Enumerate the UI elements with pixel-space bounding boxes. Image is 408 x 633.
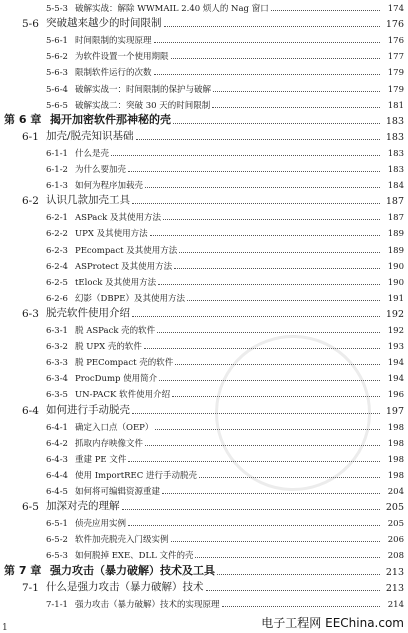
toc-title: 为什么要加壳 bbox=[75, 165, 127, 175]
toc-page-number: 205 bbox=[385, 502, 404, 514]
toc-title: 使用 ImportREC 进行手动脱壳 bbox=[75, 470, 197, 481]
toc-title: 破解实战二：突破 30 天的时间限制 bbox=[75, 100, 211, 111]
corner-mark: 1 bbox=[2, 623, 8, 633]
toc-title: 揭开加密软件那神秘的壳 bbox=[50, 112, 171, 126]
toc-title: tElock 及其使用方法 bbox=[75, 277, 157, 288]
toc-number: 7-1-1 bbox=[46, 599, 68, 610]
toc-number: 6-3-2 bbox=[46, 342, 68, 353]
toc-entry bbox=[0, 512, 408, 529]
toc-leader bbox=[217, 574, 380, 575]
toc-leader bbox=[199, 477, 380, 478]
toc-title: 如何脱掉 EXE、DLL 文件的壳 bbox=[75, 551, 194, 562]
toc-title: 重建 PE 文件 bbox=[75, 454, 127, 465]
toc-number: 6-4 bbox=[22, 404, 39, 417]
toc-page-number: 190 bbox=[387, 277, 404, 288]
toc-title: 什么是强力攻击（暴力破解）技术 bbox=[46, 580, 204, 593]
toc-number: 6-1 bbox=[22, 130, 39, 143]
toc-page-number: 183 bbox=[387, 148, 404, 159]
toc-entry bbox=[0, 222, 408, 239]
toc-number: 6-4-1 bbox=[46, 422, 68, 433]
toc-number: 6-1-3 bbox=[46, 181, 68, 192]
toc-entry bbox=[0, 544, 408, 561]
toc-page-number: 198 bbox=[387, 422, 404, 433]
toc-leader bbox=[155, 429, 380, 430]
toc-leader bbox=[122, 509, 381, 510]
toc-leader bbox=[213, 91, 380, 92]
toc-leader bbox=[132, 203, 380, 204]
toc-title: 时间限制的实现原理 bbox=[75, 36, 152, 47]
toc-entry bbox=[0, 335, 408, 352]
toc-number: 6-2-2 bbox=[46, 229, 68, 240]
toc-number: 6-4-4 bbox=[46, 470, 68, 481]
toc-leader bbox=[128, 525, 380, 526]
toc-title: ASProtect 及其使用方法 bbox=[75, 261, 173, 272]
toc-page-number: 192 bbox=[385, 308, 404, 320]
toc-number: 6-2-3 bbox=[46, 245, 68, 256]
toc-page-number: 181 bbox=[387, 100, 404, 111]
toc-leader bbox=[128, 461, 380, 462]
toc-number: 6-1-1 bbox=[46, 148, 68, 159]
toc-page-number: 214 bbox=[387, 599, 404, 610]
toc-entry bbox=[0, 0, 408, 14]
toc-leader bbox=[171, 541, 380, 542]
toc-page-number: 198 bbox=[387, 438, 404, 449]
toc-entry bbox=[0, 577, 408, 594]
toc-page-number: 189 bbox=[387, 245, 404, 256]
toc-title: 脱 ASPack 壳的软件 bbox=[75, 326, 156, 336]
toc-entry bbox=[0, 255, 408, 272]
toc-leader bbox=[179, 252, 380, 253]
toc-entry bbox=[0, 383, 408, 400]
toc-title: 如何将可编辑资源重建 bbox=[75, 487, 161, 497]
toc-page-number: 206 bbox=[387, 535, 404, 546]
toc-leader bbox=[144, 348, 380, 349]
toc-entry bbox=[0, 190, 408, 207]
toc-page-number: 193 bbox=[387, 342, 404, 353]
toc-leader bbox=[159, 380, 380, 381]
toc-title: 如何进行手动脱壳 bbox=[46, 403, 130, 416]
toc-leader bbox=[132, 316, 380, 317]
toc-page-number: 198 bbox=[387, 470, 404, 481]
toc-leader bbox=[157, 332, 380, 333]
toc-page-number: 183 bbox=[385, 131, 404, 143]
toc-leader bbox=[154, 74, 380, 75]
toc-number: 5-6-1 bbox=[46, 36, 68, 47]
toc-entry bbox=[0, 367, 408, 384]
toc-entry bbox=[0, 528, 408, 545]
toc-leader bbox=[162, 493, 380, 494]
toc-title: 限制软件运行的次数 bbox=[75, 68, 152, 79]
toc-entry bbox=[0, 29, 408, 46]
toc-title: 强力攻击（暴力破解）技术的实现原理 bbox=[75, 599, 220, 610]
toc-entry bbox=[0, 496, 408, 513]
toc-entry bbox=[0, 271, 408, 288]
toc-page-number: 184 bbox=[387, 181, 404, 192]
toc-number: 6-3-4 bbox=[46, 374, 68, 385]
toc-number: 5-5-3 bbox=[46, 4, 68, 14]
toc-number: 6-3-3 bbox=[46, 358, 68, 369]
toc-title: 加壳/脱壳知识基础 bbox=[46, 129, 134, 142]
toc-number: 5-6-3 bbox=[46, 68, 68, 79]
toc-number: 6-4-3 bbox=[46, 454, 68, 465]
toc-page-number: 190 bbox=[387, 261, 404, 272]
toc-title: 脱 PECompact 壳的软件 bbox=[75, 358, 174, 369]
toc-leader bbox=[150, 235, 380, 236]
toc-title: ProcDump 使用简介 bbox=[75, 374, 158, 385]
toc-page-number: 198 bbox=[387, 454, 404, 465]
toc-leader bbox=[164, 26, 381, 27]
toc-entry bbox=[0, 303, 408, 320]
toc-number: 6-2-1 bbox=[46, 213, 68, 224]
toc-entry bbox=[0, 142, 408, 159]
toc-leader bbox=[145, 445, 380, 446]
toc-leader bbox=[174, 268, 380, 269]
toc-page-number: 183 bbox=[387, 165, 404, 175]
toc-number: 6-5-1 bbox=[46, 519, 68, 530]
toc-page-number: 187 bbox=[385, 196, 404, 208]
toc-leader bbox=[128, 171, 380, 172]
toc-entry bbox=[0, 158, 408, 175]
toc-title: 为软件设置一个使用期限 bbox=[75, 52, 169, 63]
toc-title: 侦壳应用实例 bbox=[75, 519, 127, 530]
toc-number: 6-5-2 bbox=[46, 535, 68, 546]
toc-title: UPX 及其使用方法 bbox=[75, 229, 148, 240]
toc-number: 6-2-5 bbox=[46, 277, 68, 288]
toc-page-number: 191 bbox=[387, 293, 404, 304]
toc-entry bbox=[0, 416, 408, 433]
toc-entry bbox=[0, 480, 408, 497]
toc-entry bbox=[0, 45, 408, 62]
toc-entry bbox=[0, 448, 408, 465]
toc-leader bbox=[163, 219, 380, 220]
toc-page-number: 176 bbox=[385, 19, 404, 31]
toc-entry bbox=[0, 287, 408, 304]
toc-entry bbox=[0, 239, 408, 256]
toc-entry bbox=[0, 94, 408, 111]
toc-leader bbox=[136, 139, 380, 140]
toc-number: 6-5 bbox=[22, 501, 39, 514]
toc-title: ASPack 及其使用方法 bbox=[75, 213, 161, 224]
toc-leader bbox=[111, 155, 380, 156]
toc-title: 强力攻击（暴力破解）技术及工具 bbox=[50, 563, 215, 577]
toc-page-number: 177 bbox=[387, 52, 404, 63]
toc-leader bbox=[206, 590, 381, 591]
toc-leader bbox=[173, 123, 380, 124]
toc-number: 6-4-2 bbox=[46, 438, 68, 449]
toc-page-number: 189 bbox=[387, 229, 404, 240]
toc-page-number: 187 bbox=[387, 213, 404, 224]
toc-entry bbox=[0, 126, 408, 143]
toc-entry bbox=[0, 206, 408, 223]
toc-number: 5-6-4 bbox=[46, 84, 68, 95]
toc-entry bbox=[0, 61, 408, 78]
toc-page-number: 176 bbox=[387, 36, 404, 47]
toc-entry bbox=[0, 400, 408, 417]
toc-title: 脱 UPX 壳的软件 bbox=[75, 342, 142, 353]
toc-title: 什么是壳 bbox=[75, 148, 110, 159]
toc-title: 破解实战：解除 WWMAIL 2.40 烦人的 Nag 窗口 bbox=[75, 4, 269, 14]
toc-page-number: 213 bbox=[385, 582, 404, 594]
toc-title: 确定入口点（OEP） bbox=[75, 422, 154, 433]
toc-page-number: 179 bbox=[387, 68, 404, 79]
toc-page-number: 194 bbox=[387, 358, 404, 369]
toc-leader bbox=[175, 364, 380, 365]
toc-leader bbox=[158, 284, 380, 285]
footer-brand: 电子工程网 EEChina.com bbox=[261, 616, 404, 630]
toc-entry bbox=[0, 593, 408, 610]
toc-page-number: 194 bbox=[387, 374, 404, 385]
toc-page-number: 205 bbox=[387, 519, 404, 530]
toc-number: 6-1-2 bbox=[46, 165, 68, 175]
toc-title: UN-PACK 软件使用介绍 bbox=[75, 390, 171, 401]
toc-title: 脱壳软件使用介绍 bbox=[46, 306, 130, 319]
toc-leader bbox=[172, 396, 380, 397]
toc-entry bbox=[0, 13, 408, 30]
toc-leader bbox=[271, 10, 380, 11]
toc-number: 6-2-6 bbox=[46, 293, 68, 304]
toc-entry bbox=[0, 78, 408, 95]
toc-number: 6-5-3 bbox=[46, 551, 68, 562]
toc-page-number: 183 bbox=[385, 115, 404, 127]
toc-page-number: 174 bbox=[387, 4, 404, 14]
toc-entry bbox=[0, 110, 408, 127]
toc-leader bbox=[145, 187, 380, 188]
toc-number: 5-6 bbox=[22, 18, 39, 31]
toc-leader bbox=[154, 42, 380, 43]
toc-title: 如何为程序加载壳 bbox=[75, 181, 144, 192]
toc-number: 5-6-2 bbox=[46, 52, 68, 63]
toc-title: PEcompact 及其使用方法 bbox=[75, 245, 178, 256]
toc-leader bbox=[132, 413, 380, 414]
toc-title: 破解实战一：时间限制的保护与破解 bbox=[75, 84, 212, 95]
toc-entry bbox=[0, 351, 408, 368]
toc-number: 6-4-5 bbox=[46, 487, 68, 497]
toc-leader bbox=[187, 300, 380, 301]
toc-number: 6-2-4 bbox=[46, 261, 68, 272]
toc-number: 6-3-5 bbox=[46, 390, 68, 401]
toc-title: 认识几款加壳工具 bbox=[46, 194, 130, 207]
toc-title: 突破越来越少的时间限制 bbox=[46, 17, 162, 30]
toc-leader bbox=[212, 107, 380, 108]
toc-entry bbox=[0, 432, 408, 449]
toc-number: 6-3-1 bbox=[46, 326, 68, 336]
toc-title: 抓取内存映像文件 bbox=[75, 438, 144, 449]
toc-page-number: 179 bbox=[387, 84, 404, 95]
toc-number: 第 7 章 bbox=[4, 563, 42, 577]
toc-page-number: 204 bbox=[387, 487, 404, 497]
toc-entry bbox=[0, 561, 408, 578]
toc-page-number: 192 bbox=[387, 326, 404, 336]
toc-number: 6-2 bbox=[22, 195, 39, 208]
toc-leader bbox=[195, 557, 380, 558]
toc-entry bbox=[0, 174, 408, 191]
toc-entry bbox=[0, 464, 408, 481]
toc-entry bbox=[0, 319, 408, 336]
toc-number: 第 6 章 bbox=[4, 112, 42, 126]
toc-leader bbox=[222, 606, 380, 607]
toc-page-number: 213 bbox=[385, 566, 404, 578]
toc-title: 软件加壳脱壳入门级实例 bbox=[75, 535, 169, 546]
toc-number: 7-1 bbox=[22, 581, 39, 594]
toc-page-number: 197 bbox=[385, 405, 404, 417]
toc-title: 加深对壳的理解 bbox=[46, 500, 120, 513]
toc-number: 6-3 bbox=[22, 307, 39, 320]
toc-number: 5-6-5 bbox=[46, 100, 68, 111]
toc-leader bbox=[171, 58, 380, 59]
toc-title: 幻影（DBPE）及其使用方法 bbox=[75, 293, 185, 304]
toc-page-number: 208 bbox=[387, 551, 404, 562]
toc-page-number: 196 bbox=[387, 390, 404, 401]
